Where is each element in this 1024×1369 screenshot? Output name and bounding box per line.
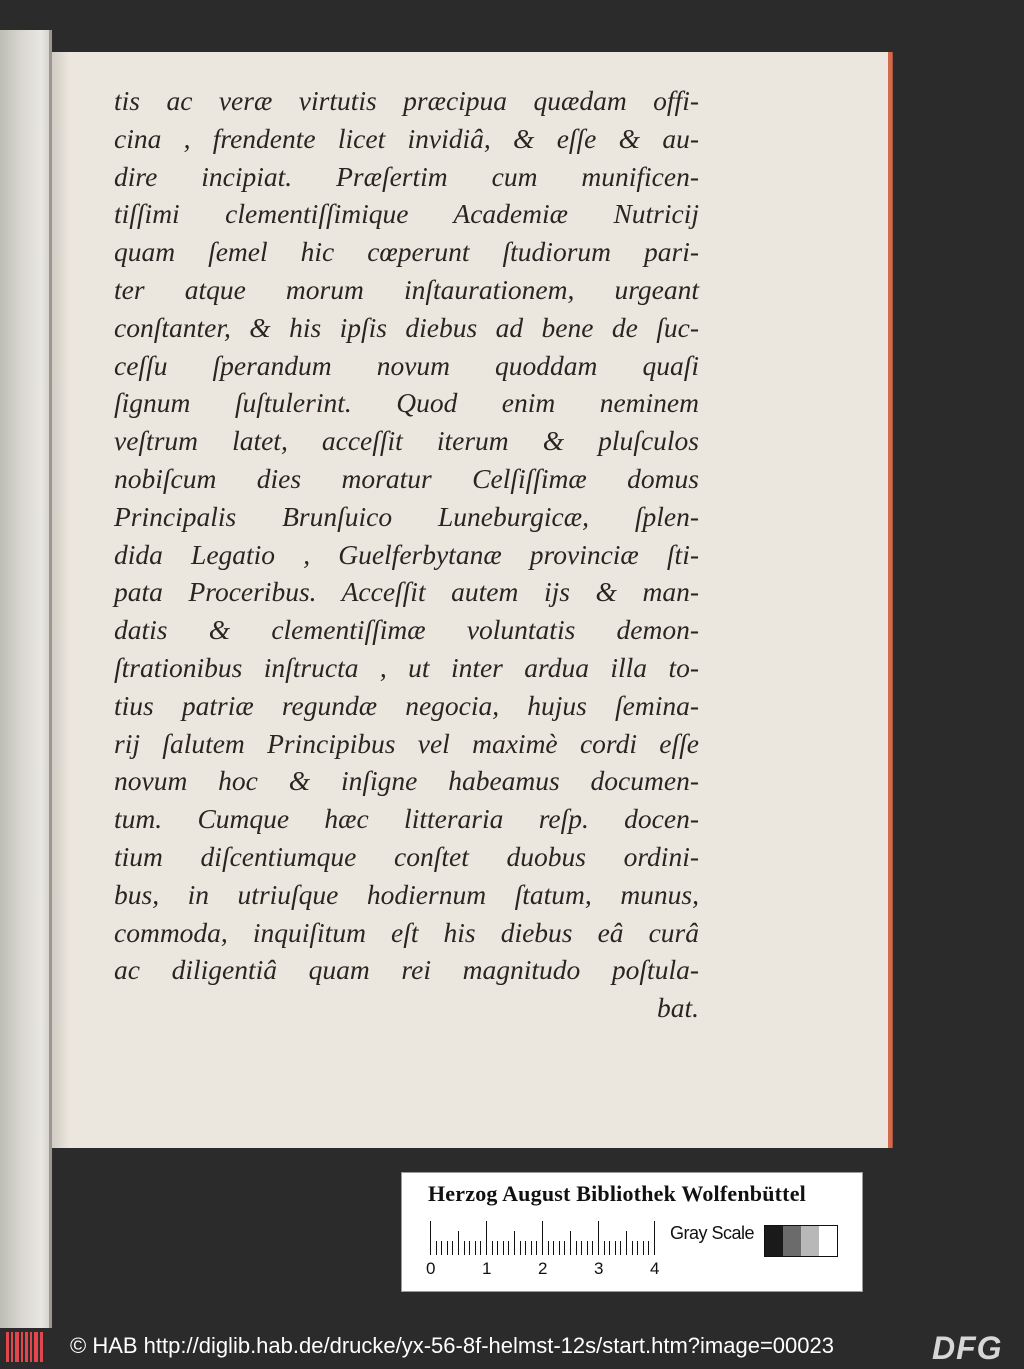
library-name: Herzog August Bibliothek Wolfenbüttel xyxy=(428,1181,806,1206)
ruler-tick xyxy=(637,1241,638,1255)
text-line: ſignum ſuſtulerint. Quod enim neminem xyxy=(114,387,699,419)
text-line: cina , frendente licet invidiâ, & eſſe & au- xyxy=(114,122,699,154)
ruler-tick xyxy=(525,1241,526,1255)
barcode-bar xyxy=(15,1332,19,1362)
text-line: tiſſimi clementiſſimique Academiæ Nutricij xyxy=(114,198,699,230)
text-line: ſtrationibus inſtructa , ut inter ardua illa to- xyxy=(114,651,699,683)
ruler-tick xyxy=(609,1241,610,1255)
color-scale-card xyxy=(401,1172,863,1292)
ruler-tick xyxy=(553,1241,554,1255)
ruler-tick xyxy=(548,1241,549,1255)
ruler-tick xyxy=(503,1241,504,1255)
text-line: nobiſcum dies moratur Celſiſſimæ domus xyxy=(114,462,699,494)
ruler-label: 0 xyxy=(426,1259,436,1278)
text-line: rij ſalutem Principibus vel maximè cordi eſſe xyxy=(114,727,699,759)
barcode-bar xyxy=(34,1332,38,1362)
ruler-tick xyxy=(486,1221,487,1255)
ruler-tick xyxy=(626,1231,627,1255)
ruler-label: 2 xyxy=(538,1259,548,1278)
text-line: Principalis Brunſuico Luneburgicæ, ſplen- xyxy=(114,500,699,532)
left-page-edge xyxy=(0,30,52,1340)
barcode-bar xyxy=(21,1332,23,1362)
text-line: ceſſu ſperandum novum quoddam quaſi xyxy=(114,349,699,381)
barcode-bar xyxy=(30,1332,32,1362)
copyright-url[interactable]: © HAB http://diglib.hab.de/drucke/yx-56-8f-helmst-12s/start.htm?image=00023 xyxy=(70,1333,834,1358)
text-line: tium diſcentiumque conſtet duobus ordini- xyxy=(114,840,699,872)
ruler-tick xyxy=(508,1241,509,1255)
page-body-text xyxy=(114,82,699,1027)
ruler-tick xyxy=(441,1241,442,1255)
ruler-tick xyxy=(531,1241,532,1255)
ruler-tick xyxy=(480,1241,481,1255)
ruler-tick xyxy=(632,1241,633,1255)
ruler-tick xyxy=(643,1241,644,1255)
text-line: datis & clementiſſimæ voluntatis demon- xyxy=(114,614,699,646)
ruler-tick xyxy=(581,1241,582,1255)
gray-scale-label: Gray Scale xyxy=(670,1223,755,1243)
text-line: novum hoc & inſigne habeamus documen- xyxy=(114,765,699,797)
ruler-tick xyxy=(447,1241,448,1255)
ruler-label: 4 xyxy=(650,1259,660,1278)
barcode-bar xyxy=(40,1332,43,1362)
gray-swatch xyxy=(801,1226,819,1256)
text-line: tius patriæ regundæ negocia, hujus ſemina- xyxy=(114,689,699,721)
ruler-tick xyxy=(514,1231,515,1255)
ruler-tick xyxy=(464,1241,465,1255)
text-line: veſtrum latet, acceſſit iterum & pluſculos xyxy=(114,425,699,457)
ruler-tick xyxy=(536,1241,537,1255)
ruler-tick xyxy=(520,1241,521,1255)
ruler-tick xyxy=(452,1241,453,1255)
ruler-tick xyxy=(620,1241,621,1255)
ruler-tick xyxy=(592,1241,593,1255)
ruler-tick xyxy=(475,1241,476,1255)
ruler-tick xyxy=(604,1241,605,1255)
ruler-tick xyxy=(648,1241,649,1255)
ruler-tick xyxy=(559,1241,560,1255)
dfg-logo: DFG xyxy=(932,1330,1003,1366)
gray-swatch xyxy=(783,1226,801,1256)
barcode-bar xyxy=(6,1332,9,1362)
text-line: ter atque morum inſtaurationem, urgeant xyxy=(114,273,699,305)
barcode-bar xyxy=(11,1332,13,1362)
text-line: dida Legatio , Guelferbytanæ provinciæ ſti- xyxy=(114,538,699,570)
text-line: ac diligentiâ quam rei magnitudo poſtula- xyxy=(114,954,699,986)
library-barcode-icon xyxy=(6,1332,44,1362)
gray-swatch xyxy=(819,1226,837,1256)
ruler-tick xyxy=(615,1241,616,1255)
text-line: tum. Cumque hæc litteraria reſp. docen- xyxy=(114,803,699,835)
gray-swatch xyxy=(765,1226,783,1256)
measurement-ruler xyxy=(430,1221,660,1255)
ruler-tick xyxy=(570,1231,571,1255)
book-page xyxy=(52,52,888,1148)
text-line-last: bat. xyxy=(656,992,699,1024)
ruler-tick xyxy=(430,1221,431,1255)
viewer-footer xyxy=(0,1328,1024,1369)
ruler-label: 3 xyxy=(594,1259,604,1278)
gray-scale-swatches xyxy=(764,1225,838,1257)
text-line: pata Proceribus. Acceſſit autem ijs & man- xyxy=(114,576,699,608)
barcode-bar xyxy=(25,1332,28,1362)
text-line: bus, in utriuſque hodiernum ſtatum, munus, xyxy=(114,878,699,910)
ruler-tick xyxy=(458,1231,459,1255)
ruler-tick xyxy=(469,1241,470,1255)
ruler-label: 1 xyxy=(482,1259,492,1278)
text-line: tis ac veræ virtutis præcipua quædam offi- xyxy=(114,85,699,116)
ruler-tick xyxy=(542,1221,543,1255)
text-line: commoda, inquiſitum eſt his diebus eâ curâ xyxy=(114,916,699,948)
ruler-tick xyxy=(564,1241,565,1255)
ruler-tick xyxy=(492,1241,493,1255)
text-line: quam ſemel hic cœperunt ſtudiorum pari- xyxy=(114,236,699,268)
text-line: conſtanter, & his ipſis diebus ad bene de ſuc- xyxy=(114,311,699,343)
ruler-tick xyxy=(654,1221,655,1255)
ruler-tick xyxy=(497,1241,498,1255)
ruler-tick xyxy=(587,1241,588,1255)
ruler-tick xyxy=(598,1221,599,1255)
text-line: dire incipiat. Præſertim cum munificen- xyxy=(114,160,699,192)
ruler-tick xyxy=(576,1241,577,1255)
ruler-tick xyxy=(436,1241,437,1255)
